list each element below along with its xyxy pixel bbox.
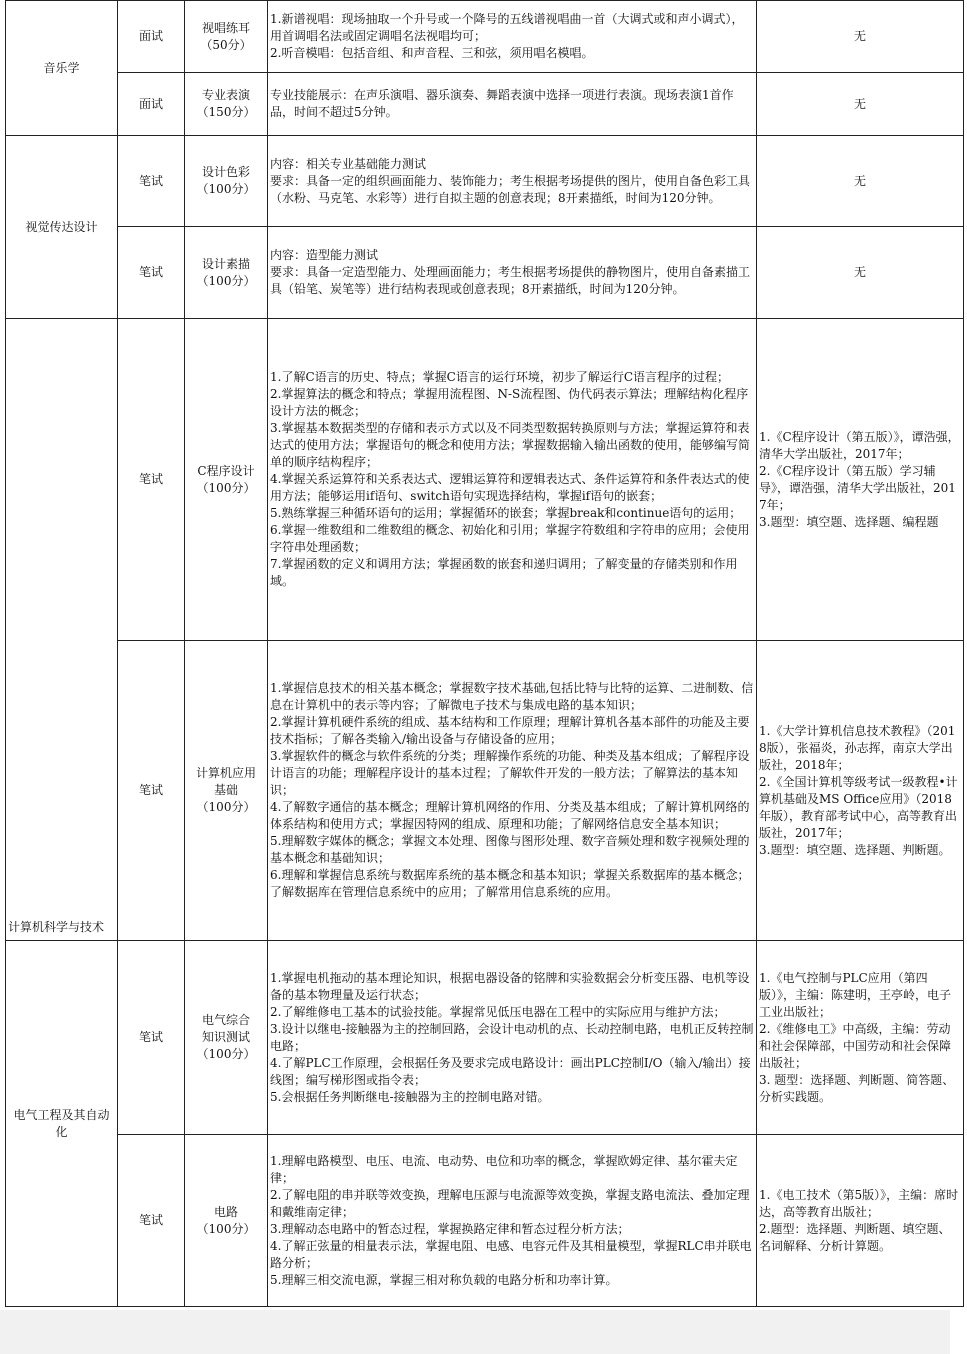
content-cell: 1.了解C语言的历史、特点；掌握C语言的运行环境，初步了解运行C语言程序的过程； 2.掌握算法的概念和特点；掌握用流程图、N-S流程图、伪代码表示算法；理解结构化程序设计方法的概念； 3.掌握基本数据类型的存储和表示方式以及不同类型数据转换原则与方法；掌握运算符和表达式的使用方法；掌握语句的概念和使用方法；掌握数据输入输出函数的使用，能够编写简单的顺序结构程序； 4.掌握关系运算符和关系表达式、逻辑运算符和逻辑表达式、条件运算符和条件表达式的使用方法；能够运用if语句、switch语句实现选择结构，掌握if语句的嵌套； 5.熟练掌握三种循环语句的运用；掌握循环的嵌套；掌握break和continue语句的运用； 6.掌握一维数组和二维数组的概念、初始化和引用；掌握字符数组和字符串的应用；会使用字符串处理函数； 7.掌握函数的定义和调用方法；掌握函数的嵌套和递归调用；了解变量的存储类别和作用域。 [268,319,757,641]
reference-cell: 无 [757,73,964,136]
exam-mode-cell: 笔试 [118,227,185,319]
content-cell: 内容：造型能力测试 要求：具备一定造型能力、处理画面能力；考生根据考场提供的静物图片，使用自备素描工具（铅笔、炭笔等）进行结构表现或创意表现；8开素描纸，时间为120分钟。 [268,227,757,319]
subject-cell: 设计色彩 （100分） [185,136,268,227]
reference-cell: 1.《C程序设计（第五版）》，谭浩强，清华大学出版社，2017年； 2.《C程序设计（第五版）学习辅导》，谭浩强，清华大学出版社，2017年； 3.题型：填空题、选择题、编程题 [757,319,964,641]
reference-cell: 1.《大学计算机信息技术教程》（2018版），张福炎，孙志挥，南京大学出版社，2018年； 2.《全国计算机等级考试一级教程•计算机基础及MS Office应用》（2018年版），教育部考试中心，高等教育出版社，2017年； 3.题型：填空题、选择题、判断题。 [757,641,964,941]
table-row [6,941,964,1135]
table-row [6,319,964,641]
table-row [6,641,964,941]
exam-mode-cell: 面试 [118,1,185,73]
table-row [6,1,964,73]
exam-mode-cell: 笔试 [118,941,185,1135]
content-cell: 1.新谱视唱：现场抽取一个升号或一个降号的五线谱视唱曲一首（大调式或和声小调式），用首调唱名法或固定调唱名法视唱均可； 2.听音模唱：包括音组、和声音程、三和弦，须用唱名模唱。 [268,1,757,73]
subject-cell: 电气综合 知识测试 （100分） [185,941,268,1135]
exam-mode-cell: 笔试 [118,136,185,227]
major-cell: 音乐学 [6,1,118,136]
table-row [6,1135,964,1307]
reference-cell: 1.《电气控制与PLC应用（第四版）》，主编：陈建明，王亭岭，电子工业出版社； 2.《维修电工》中高级，主编：劳动和社会保障部，中国劳动和社会保障出版社； 3. 题型：选择题、判断题、简答题、分析实践题。 [757,941,964,1135]
subject-cell: C程序设计 （100分） [185,319,268,641]
major-cell: 电气工程及其自动化 [6,941,118,1307]
content-cell: 1.理解电路模型、电压、电流、电动势、电位和功率的概念，掌握欧姆定律、基尔霍夫定律； 2.了解电阻的串并联等效变换，理解电压源与电流源等效变换，掌握支路电流法、叠加定理和戴维南定律； 3.理解动态电路中的暂态过程，掌握换路定律和暂态过程分析方法； 4.了解正弦量的相量表示法，掌握电阻、电感、电容元件及其相量模型，掌握RLC串并联电路分析； 5.理解三相交流电源，掌握三相对称负载的电路分析和功率计算。 [268,1135,757,1307]
table-row [6,136,964,227]
content-cell: 内容：相关专业基础能力测试 要求：具备一定的组织画面能力、装饰能力；考生根据考场提供的图片，使用自备色彩工具（水粉、马克笔、水彩等）进行自拟主题的创意表现；8开素描纸，时间为120分钟。 [268,136,757,227]
subject-cell: 电路 （100分） [185,1135,268,1307]
table-row [6,227,964,319]
subject-cell: 视唱练耳 （50分） [185,1,268,73]
exam-mode-cell: 笔试 [118,1135,185,1307]
subject-cell: 设计素描 （100分） [185,227,268,319]
reference-cell: 无 [757,136,964,227]
bottom-blank-area [0,1310,950,1354]
exam-mode-cell: 笔试 [118,319,185,641]
reference-cell: 无 [757,227,964,319]
exam-mode-cell: 面试 [118,73,185,136]
reference-cell: 1.《电工技术（第5版）》，主编：席时达，高等教育出版社； 2.题型：选择题、判断题、填空题、名词解释、分析计算题。 [757,1135,964,1307]
exam-requirements-table [5,0,964,1307]
content-cell: 1.掌握信息技术的相关基本概念；掌握数字技术基础,包括比特与比特的运算、二进制数、信息在计算机中的表示等内容；了解微电子技术与集成电路的基本知识； 2.掌握计算机硬件系统的组成、基本结构和工作原理；理解计算机各基本部件的功能及主要技术指标；了解各类输入/输出设备与存储设备的应用； 3.掌握软件的概念与软件系统的分类；理解操作系统的功能、种类及基本组成；了解程序设计语言的功能；理解程序设计的基本过程；了解软件开发的一般方法；了解算法的基本知识； 4.了解数字通信的基本概念；理解计算机网络的作用、分类及基本组成；了解计算机网络的体系结构和使用方式；掌握因特网的组成、原理和功能；了解网络信息安全基本知识； 5.理解数字媒体的概念；掌握文本处理、图像与图形处理、数字音频处理和数字视频处理的基本概念和基础知识； 6.理解和掌握信息系统与数据库系统的基本概念和基本知识；掌握关系数据库的基本概念；了解数据库在管理信息系统中的应用；了解常用信息系统的应用。 [268,641,757,941]
exam-mode-cell: 笔试 [118,641,185,941]
table-row [6,73,964,136]
major-cell: 计算机科学与技术 [6,319,118,941]
major-cell: 视觉传达设计 [6,136,118,319]
subject-cell: 专业表演 （150分） [185,73,268,136]
subject-cell: 计算机应用 基础 （100分） [185,641,268,941]
content-cell: 专业技能展示：在声乐演唱、器乐演奏、舞蹈表演中选择一项进行表演。现场表演1首作品，时间不超过5分钟。 [268,73,757,136]
content-cell: 1.掌握电机拖动的基本理论知识，根据电器设备的铭牌和实验数据会分析变压器、电机等设备的基本物理量及运行状态； 2.了解维修电工基本的试验技能。掌握常见低压电器在工程中的实际应用与维护方法； 3.设计以继电-接触器为主的控制回路，会设计电动机的点、长动控制电路，电机正反转控制电路； 4.了解PLC工作原理，会根据任务及要求完成电路设计：画出PLC控制I/O（输入/输出）接线图；编写梯形图或指令表； 5.会根据任务判断继电-接触器为主的控制电路对错。 [268,941,757,1135]
reference-cell: 无 [757,1,964,73]
